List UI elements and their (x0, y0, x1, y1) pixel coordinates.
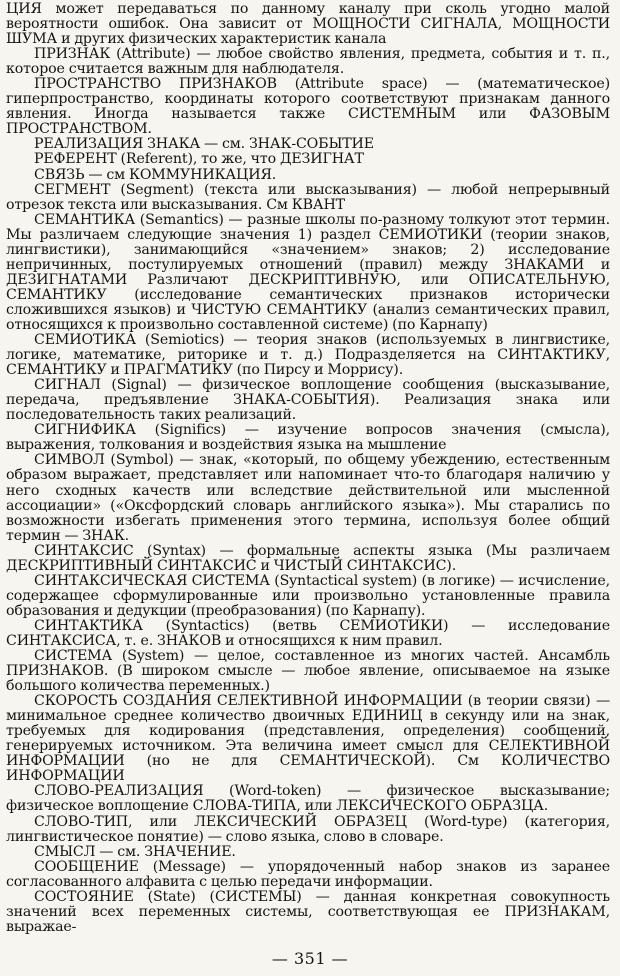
entry-smysl: СМЫСЛ — см. ЗНАЧЕНИЕ. (34, 843, 236, 860)
entry-sostoyanie: СОСТОЯНИЕ (State) (СИСТЕМЫ) — данная конкретная совокупность значений всех переменных системы, соответствующая ее ПРИЗНАКАМ, выражае- (6, 888, 610, 935)
entry-simvol: СИМВОЛ (Symbol) — знак, «который, по общему убеждению, естественным образом выражает, представляет или напоминает что-то благодаря наличию у него сходных качеств или вследствие действительной или мысленной ассоциации» («Оксфордский словарь английского языка»). Мы старались по возможности избегать применения этого термина, используя более общий термин — ЗНАК. (6, 452, 610, 544)
entry-prostranstvo-priznakov: ПРОСТРАНСТВО ПРИЗНАКОВ (Attribute space) — (математическое) гиперпространство, координаты которого соответствуют признакам данного явления. Иногда называется также СИСТЕМНЫМ или ФАЗОВЫМ ПРОСТРАНСТВОМ. (6, 76, 610, 138)
glossary-text (6, 2, 610, 935)
entry-segment: СЕГМЕНТ (Segment) (текста или высказывания) — любой непрерывный отрезок текста или высказывания. См КВАНТ (6, 181, 610, 213)
entry-continuation: ЦИЯ может передаваться по данному каналу при сколь угодно малой вероятности ошибок. Она зависит от МОЩНОСТИ СИГНАЛА, МОЩНОСТИ ШУМА и других физических характеристик канала (6, 1, 610, 48)
entry-sintaksicheskaya-sistema: СИНТАКСИЧЕСКАЯ СИСТЕМА (Syntactical system) (в логике) — исчисление, содержащее сформулированные или произвольно установленные правила образования и дедукции (преобразования) (по Карнапу). (6, 572, 610, 619)
entry-semiotika: СЕМИОТИКА (Semiotics) — теория знаков (используемых в лингвистике, логике, математике, риторике и т. д.) Подразделяется на СИНТАКТИКУ, СЕМАНТИКУ и ПРАГМАТИКУ (по Пирсу и Моррису). (6, 332, 610, 379)
entry-priznak: ПРИЗНАК (Attribute) — любое свойство явления, предмета, события и т. п., которое считается важным для наблюдателя. (6, 46, 610, 78)
entry-signal: СИГНАЛ (Signal) — физическое воплощение сообщения (высказывание, передача, предъявление ЗНАКА-СОБЫТИЯ). Реализация знака или последовательность таких реализаций. (6, 377, 610, 424)
page-number: — 351 — (271, 949, 349, 968)
entry-referent: РЕФЕРЕНТ (Referent), то же, что ДЕЗИГНАТ (34, 151, 364, 168)
entry-sintaksis: СИНТАКСИС (Syntax) — формальные аспекты языка (Мы различаем ДЕСКРИПТИВНЫЙ СИНТАКСИС и ЧИСТЫЙ СИНТАКСИС). (6, 542, 610, 574)
entry-sintaktika: СИНТАКТИКА (Syntactics) (ветвь СЕМИОТИКИ) — исследование СИНТАКСИСА, т. е. ЗНАКОВ и относящихся к ним правил. (6, 617, 610, 649)
entry-svyaz: СВЯЗЬ — см КОММУНИКАЦИЯ. (34, 166, 277, 183)
entry-slovo-realizaciya: СЛОВО-РЕАЛИЗАЦИЯ (Word-token) — физическое высказывание; физическое воплощение СЛОВА-ТИПА, или ЛЕКСИЧЕСКОГО ОБРАЗЦА. (6, 783, 610, 815)
entry-signifika: СИГНИФИКА (Significs) — изучение вопросов значения (смысла), выражения, толкования и воздействия языка на мышление (6, 422, 610, 454)
entry-realizaciya-znaka: РЕАЛИЗАЦИЯ ЗНАКА — см. ЗНАК-СОБЫТИЕ (34, 136, 374, 153)
entry-soobshchenie: СООБЩЕНИЕ (Message) — упорядоченный набор знаков из заранее согласованного алфавита с целью передачи информации. (6, 858, 610, 890)
entry-semantika: СЕМАНТИКА (Semantics) — разные школы по-разному толкуют этот термин. Мы различаем следующие значения 1) раздел СЕМИОТИКИ (теории знаков, лингвистики), занимающийся «значением» знаков; 2) исследование непричинных, постулируемых отношений (правил) между ЗНАКАМИ и ДЕЗИГНАТАМИ Различают ДЕСКРИПТИВНУЮ, или ОПИСАТЕЛЬНУЮ, СЕМАНТИКУ (исследование семантических признаков исторически сложившихся языков) и ЧИСТУЮ СЕМАНТИКУ (анализ семантических правил, относящихся к произвольно составленной системе) (по Карнапу) (6, 211, 610, 333)
entry-skorost: СКОРОСТЬ СОЗДАНИЯ СЕЛЕКТИВНОЙ ИНФОРМАЦИИ (в теории связи) — минимальное среднее количество двоичных ЕДИНИЦ в секунду или на знак, требуемых для кодирования (представления, определения) сообщений, генерируемых источником. Эта величина имеет смысл для СЕЛЕКТИВНОЙ ИНФОРМАЦИИ (но не для СЕМАНТИЧЕСКОЙ). См КОЛИЧЕСТВО ИНФОРМАЦИИ (6, 693, 610, 785)
entry-sistema: СИСТЕМА (System) — целое, составленное из многих частей. Ансамбль ПРИЗНАКОВ. (В широком смысле — любое явление, описываемое на языке большого количества переменных.) (6, 648, 610, 695)
entry-slovo-tip: СЛОВО-ТИП, или ЛЕКСИЧЕСКИЙ ОБРАЗЕЦ (Word-type) (категория, лингвистическое понятие) — слово языка, слово в словаре. (6, 813, 610, 845)
